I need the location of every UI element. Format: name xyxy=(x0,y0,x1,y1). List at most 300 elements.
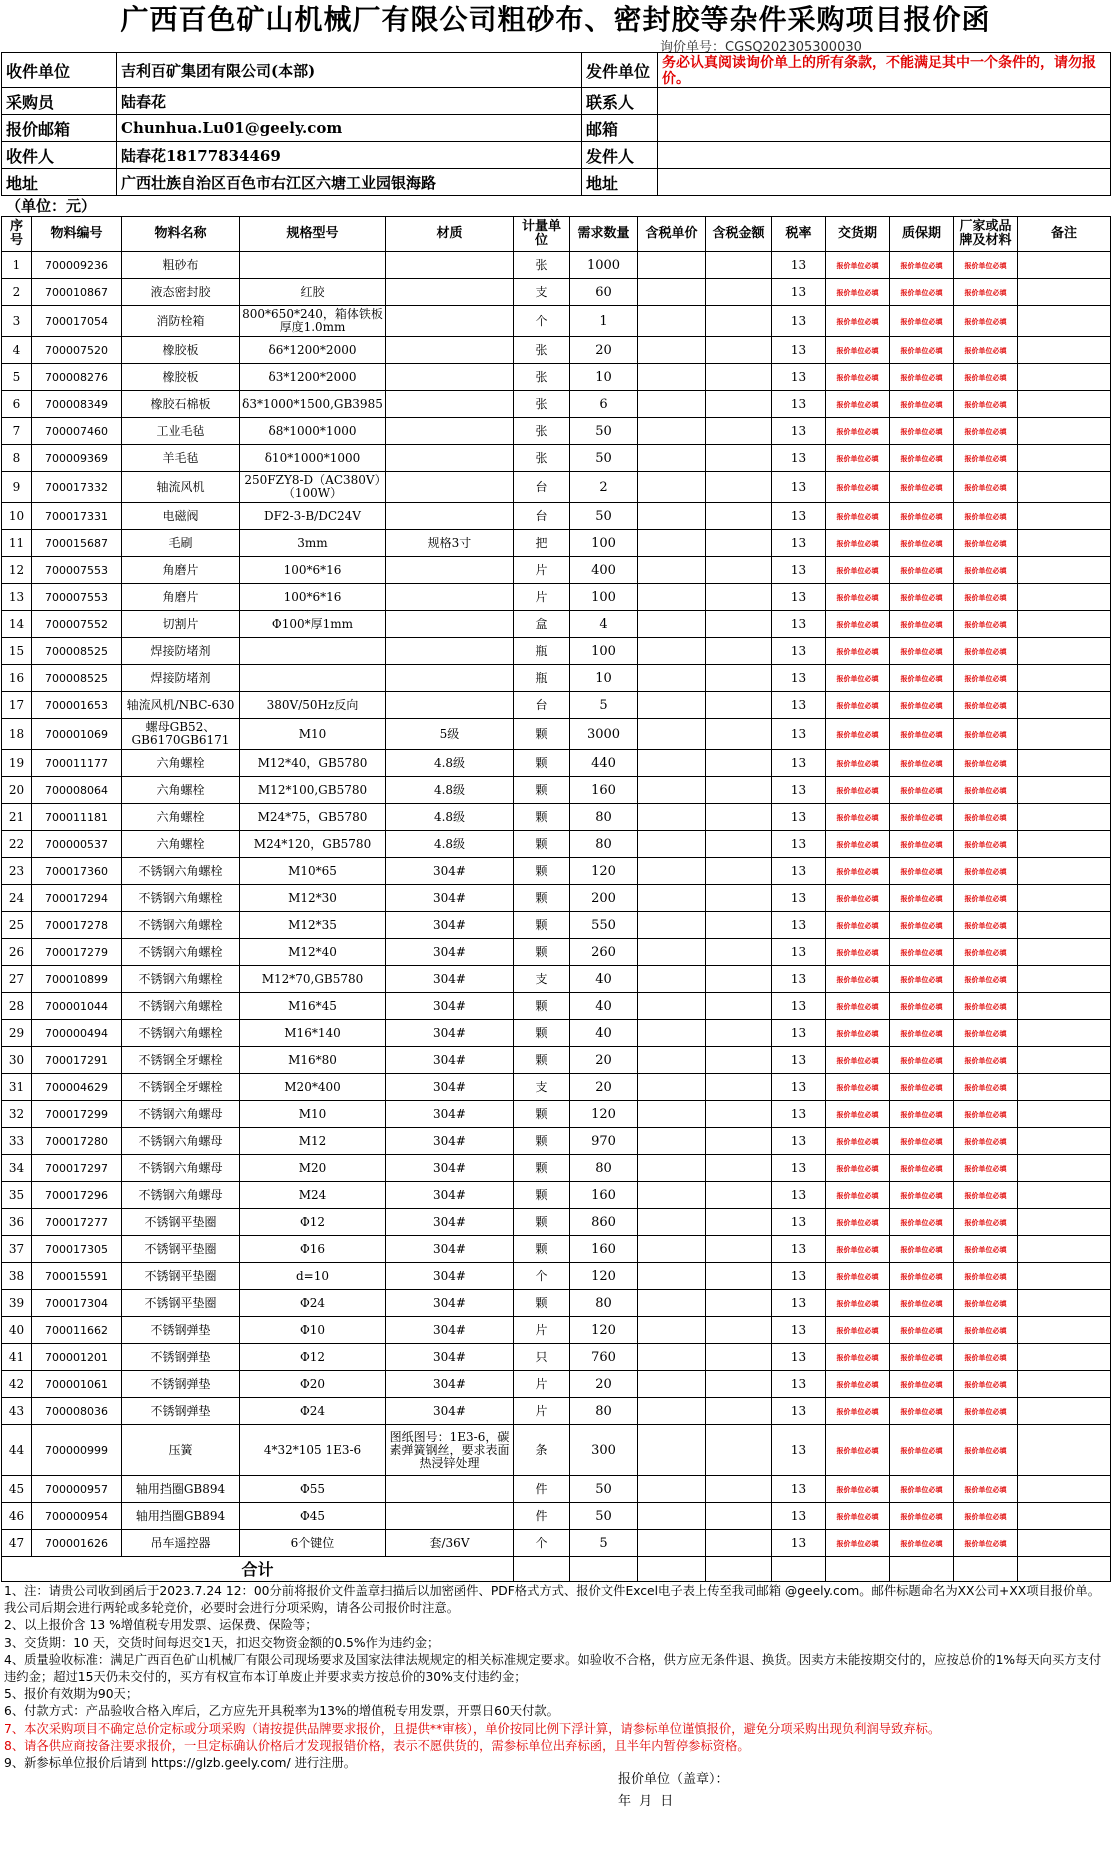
warranty-cell[interactable]: 报价单位必填 xyxy=(890,912,954,939)
unit-price-cell[interactable] xyxy=(638,1236,706,1263)
brand-cell[interactable]: 报价单位必填 xyxy=(954,1074,1018,1101)
warranty-cell[interactable]: 报价单位必填 xyxy=(890,252,954,279)
unit-price-cell[interactable] xyxy=(638,472,706,503)
delivery-cell[interactable]: 报价单位必填 xyxy=(826,831,890,858)
warranty-cell[interactable]: 报价单位必填 xyxy=(890,858,954,885)
warranty-cell[interactable]: 报价单位必填 xyxy=(890,1101,954,1128)
remark-cell[interactable] xyxy=(1018,584,1111,611)
amount-cell[interactable] xyxy=(706,1236,772,1263)
mail-value[interactable] xyxy=(658,115,1111,142)
unit-price-cell[interactable] xyxy=(638,1020,706,1047)
amount-cell[interactable] xyxy=(706,557,772,584)
amount-cell[interactable] xyxy=(706,418,772,445)
delivery-cell[interactable]: 报价单位必填 xyxy=(826,1476,890,1503)
amount-cell[interactable] xyxy=(706,993,772,1020)
delivery-cell[interactable]: 报价单位必填 xyxy=(826,1263,890,1290)
col-header: 需求数量 xyxy=(570,217,638,252)
amount-cell[interactable] xyxy=(706,719,772,750)
unit-price-cell[interactable] xyxy=(638,1317,706,1344)
contact-label: 联系人 xyxy=(582,88,658,115)
brand-cell[interactable]: 报价单位必填 xyxy=(954,1317,1018,1344)
unit-price-cell[interactable] xyxy=(638,306,706,337)
unit-price-cell[interactable] xyxy=(638,831,706,858)
delivery-cell[interactable]: 报价单位必填 xyxy=(826,692,890,719)
unit-price-cell[interactable] xyxy=(638,252,706,279)
brand-cell[interactable]: 报价单位必填 xyxy=(954,252,1018,279)
amount-cell[interactable] xyxy=(706,1128,772,1155)
brand-cell[interactable]: 报价单位必填 xyxy=(954,1209,1018,1236)
remark-cell[interactable] xyxy=(1018,638,1111,665)
delivery-cell[interactable]: 报价单位必填 xyxy=(826,391,890,418)
amount-cell[interactable] xyxy=(706,777,772,804)
table-row xyxy=(2,252,1111,279)
amount-cell[interactable] xyxy=(706,252,772,279)
tax-rate-cell: 13 xyxy=(772,306,826,337)
remark-cell[interactable] xyxy=(1018,777,1111,804)
remark-cell[interactable] xyxy=(1018,1155,1111,1182)
amount-cell[interactable] xyxy=(706,638,772,665)
brand-cell[interactable]: 报价单位必填 xyxy=(954,939,1018,966)
delivery-cell[interactable]: 报价单位必填 xyxy=(826,1290,890,1317)
warranty-cell[interactable]: 报价单位必填 xyxy=(890,584,954,611)
brand-cell[interactable]: 报价单位必填 xyxy=(954,858,1018,885)
delivery-cell[interactable]: 报价单位必填 xyxy=(826,472,890,503)
warranty-cell[interactable]: 报价单位必填 xyxy=(890,1503,954,1530)
amount-cell[interactable] xyxy=(706,1398,772,1425)
amount-cell[interactable] xyxy=(706,1503,772,1530)
delivery-cell[interactable]: 报价单位必填 xyxy=(826,638,890,665)
unit-price-cell[interactable] xyxy=(638,1182,706,1209)
brand-cell[interactable]: 报价单位必填 xyxy=(954,912,1018,939)
warranty-cell[interactable]: 报价单位必填 xyxy=(890,719,954,750)
delivery-cell[interactable]: 报价单位必填 xyxy=(826,993,890,1020)
delivery-cell[interactable]: 报价单位必填 xyxy=(826,279,890,306)
brand-cell[interactable]: 报价单位必填 xyxy=(954,750,1018,777)
amount-cell[interactable] xyxy=(706,1425,772,1476)
unit-price-cell[interactable] xyxy=(638,858,706,885)
amount-cell[interactable] xyxy=(706,804,772,831)
brand-cell[interactable]: 报价单位必填 xyxy=(954,391,1018,418)
unit-price-cell[interactable] xyxy=(638,939,706,966)
unit-price-cell[interactable] xyxy=(638,337,706,364)
delivery-cell[interactable]: 报价单位必填 xyxy=(826,503,890,530)
amount-cell[interactable] xyxy=(706,1101,772,1128)
quantity-cell: 400 xyxy=(570,557,638,584)
warranty-cell[interactable]: 报价单位必填 xyxy=(890,1263,954,1290)
unit-price-cell[interactable] xyxy=(638,418,706,445)
brand-cell[interactable]: 报价单位必填 xyxy=(954,1476,1018,1503)
delivery-cell[interactable]: 报价单位必填 xyxy=(826,1530,890,1557)
remark-cell[interactable] xyxy=(1018,503,1111,530)
delivery-cell[interactable]: 报价单位必填 xyxy=(826,1101,890,1128)
remark-cell[interactable] xyxy=(1018,1047,1111,1074)
remark-cell[interactable] xyxy=(1018,1020,1111,1047)
brand-cell[interactable]: 报价单位必填 xyxy=(954,279,1018,306)
remark-cell[interactable] xyxy=(1018,1182,1111,1209)
remark-cell[interactable] xyxy=(1018,252,1111,279)
remark-cell[interactable] xyxy=(1018,966,1111,993)
remark-cell[interactable] xyxy=(1018,1371,1111,1398)
brand-cell[interactable]: 报价单位必填 xyxy=(954,1047,1018,1074)
amount-cell[interactable] xyxy=(706,1371,772,1398)
warranty-cell[interactable]: 报价单位必填 xyxy=(890,1344,954,1371)
brand-cell[interactable]: 报价单位必填 xyxy=(954,993,1018,1020)
brand-cell[interactable]: 报价单位必填 xyxy=(954,306,1018,337)
unit-price-cell[interactable] xyxy=(638,1074,706,1101)
warranty-cell[interactable]: 报价单位必填 xyxy=(890,557,954,584)
warranty-cell[interactable]: 报价单位必填 xyxy=(890,1128,954,1155)
remark-cell[interactable] xyxy=(1018,912,1111,939)
delivery-cell[interactable]: 报价单位必填 xyxy=(826,252,890,279)
unit-price-cell[interactable] xyxy=(638,445,706,472)
delivery-cell[interactable]: 报价单位必填 xyxy=(826,1236,890,1263)
delivery-cell[interactable]: 报价单位必填 xyxy=(826,584,890,611)
amount-cell[interactable] xyxy=(706,337,772,364)
brand-cell[interactable]: 报价单位必填 xyxy=(954,611,1018,638)
remark-cell[interactable] xyxy=(1018,1290,1111,1317)
warranty-cell[interactable]: 报价单位必填 xyxy=(890,831,954,858)
delivery-cell[interactable]: 报价单位必填 xyxy=(826,777,890,804)
unit-price-cell[interactable] xyxy=(638,391,706,418)
brand-cell[interactable]: 报价单位必填 xyxy=(954,638,1018,665)
unit-price-cell[interactable] xyxy=(638,503,706,530)
unit-price-cell[interactable] xyxy=(638,1503,706,1530)
unit-price-cell[interactable] xyxy=(638,1263,706,1290)
brand-cell[interactable]: 报价单位必填 xyxy=(954,1020,1018,1047)
warranty-cell[interactable]: 报价单位必填 xyxy=(890,279,954,306)
delivery-cell[interactable]: 报价单位必填 xyxy=(826,912,890,939)
remark-cell[interactable] xyxy=(1018,279,1111,306)
col-header: 含税金额 xyxy=(706,217,772,252)
delivery-cell[interactable]: 报价单位必填 xyxy=(826,804,890,831)
amount-cell[interactable] xyxy=(706,750,772,777)
brand-cell[interactable]: 报价单位必填 xyxy=(954,445,1018,472)
brand-cell[interactable]: 报价单位必填 xyxy=(954,1530,1018,1557)
amount-cell[interactable] xyxy=(706,1020,772,1047)
remark-cell[interactable] xyxy=(1018,445,1111,472)
delivery-cell[interactable]: 报价单位必填 xyxy=(826,445,890,472)
unit-price-cell[interactable] xyxy=(638,804,706,831)
unit-price-cell[interactable] xyxy=(638,1476,706,1503)
row-no-cell: 15 xyxy=(2,638,32,665)
remark-cell[interactable] xyxy=(1018,611,1111,638)
brand-cell[interactable]: 报价单位必填 xyxy=(954,777,1018,804)
warranty-cell[interactable]: 报价单位必填 xyxy=(890,306,954,337)
amount-cell[interactable] xyxy=(706,364,772,391)
warranty-cell[interactable]: 报价单位必填 xyxy=(890,993,954,1020)
amount-cell[interactable] xyxy=(706,1290,772,1317)
unit-price-cell[interactable] xyxy=(638,530,706,557)
warranty-cell[interactable]: 报价单位必填 xyxy=(890,445,954,472)
unit-price-cell[interactable] xyxy=(638,1530,706,1557)
delivery-cell[interactable]: 报价单位必填 xyxy=(826,1182,890,1209)
amount-cell[interactable] xyxy=(706,885,772,912)
amount-cell[interactable] xyxy=(706,966,772,993)
warranty-cell[interactable]: 报价单位必填 xyxy=(890,777,954,804)
unit-price-cell[interactable] xyxy=(638,966,706,993)
delivery-cell[interactable]: 报价单位必填 xyxy=(826,1425,890,1476)
unit-price-cell[interactable] xyxy=(638,1344,706,1371)
amount-cell[interactable] xyxy=(706,1155,772,1182)
delivery-cell[interactable]: 报价单位必填 xyxy=(826,939,890,966)
remark-cell[interactable] xyxy=(1018,530,1111,557)
warranty-cell[interactable]: 报价单位必填 xyxy=(890,1530,954,1557)
unit-price-cell[interactable] xyxy=(638,1155,706,1182)
unit-price-cell[interactable] xyxy=(638,777,706,804)
warranty-cell[interactable]: 报价单位必填 xyxy=(890,885,954,912)
warranty-cell[interactable]: 报价单位必填 xyxy=(890,418,954,445)
delivery-cell[interactable]: 报价单位必填 xyxy=(826,1317,890,1344)
brand-cell[interactable]: 报价单位必填 xyxy=(954,364,1018,391)
warranty-cell[interactable]: 报价单位必填 xyxy=(890,692,954,719)
brand-cell[interactable]: 报价单位必填 xyxy=(954,1425,1018,1476)
warranty-cell[interactable]: 报价单位必填 xyxy=(890,364,954,391)
amount-cell[interactable] xyxy=(706,912,772,939)
warranty-cell[interactable]: 报价单位必填 xyxy=(890,1209,954,1236)
delivery-cell[interactable]: 报价单位必填 xyxy=(826,1344,890,1371)
remark-cell[interactable] xyxy=(1018,831,1111,858)
warranty-cell[interactable]: 报价单位必填 xyxy=(890,1476,954,1503)
contact-value[interactable] xyxy=(658,88,1111,115)
remark-cell[interactable] xyxy=(1018,1209,1111,1236)
amount-cell[interactable] xyxy=(706,503,772,530)
material-cell xyxy=(386,1503,514,1530)
brand-cell[interactable]: 报价单位必填 xyxy=(954,1503,1018,1530)
remark-cell[interactable] xyxy=(1018,472,1111,503)
remark-cell[interactable] xyxy=(1018,719,1111,750)
delivery-cell[interactable]: 报价单位必填 xyxy=(826,858,890,885)
warranty-cell[interactable]: 报价单位必填 xyxy=(890,1155,954,1182)
material-code-cell: 700007460 xyxy=(32,418,122,445)
brand-cell[interactable]: 报价单位必填 xyxy=(954,966,1018,993)
warranty-cell[interactable]: 报价单位必填 xyxy=(890,638,954,665)
delivery-cell[interactable]: 报价单位必填 xyxy=(826,306,890,337)
amount-cell[interactable] xyxy=(706,530,772,557)
amount-cell[interactable] xyxy=(706,611,772,638)
warranty-cell[interactable]: 报价单位必填 xyxy=(890,337,954,364)
warranty-cell[interactable]: 报价单位必填 xyxy=(890,750,954,777)
sender-value[interactable] xyxy=(658,142,1111,169)
remark-cell[interactable] xyxy=(1018,1074,1111,1101)
remark-cell[interactable] xyxy=(1018,885,1111,912)
remark-cell[interactable] xyxy=(1018,1344,1111,1371)
delivery-cell[interactable]: 报价单位必填 xyxy=(826,557,890,584)
unit-price-cell[interactable] xyxy=(638,557,706,584)
amount-cell[interactable] xyxy=(706,1263,772,1290)
warranty-cell[interactable]: 报价单位必填 xyxy=(890,1236,954,1263)
unit-price-cell[interactable] xyxy=(638,993,706,1020)
delivery-cell[interactable]: 报价单位必填 xyxy=(826,1020,890,1047)
unit-price-cell[interactable] xyxy=(638,1047,706,1074)
warranty-cell[interactable]: 报价单位必填 xyxy=(890,530,954,557)
amount-cell[interactable] xyxy=(706,1530,772,1557)
brand-cell[interactable]: 报价单位必填 xyxy=(954,1236,1018,1263)
warranty-cell[interactable]: 报价单位必填 xyxy=(890,472,954,503)
amount-cell[interactable] xyxy=(706,1074,772,1101)
remark-cell[interactable] xyxy=(1018,364,1111,391)
unit-price-cell[interactable] xyxy=(638,1128,706,1155)
unit-price-cell[interactable] xyxy=(638,750,706,777)
warranty-cell[interactable]: 报价单位必填 xyxy=(890,1074,954,1101)
unit-price-cell[interactable] xyxy=(638,885,706,912)
remark-cell[interactable] xyxy=(1018,1236,1111,1263)
amount-cell[interactable] xyxy=(706,858,772,885)
unit-price-cell[interactable] xyxy=(638,719,706,750)
amount-cell[interactable] xyxy=(706,1476,772,1503)
remark-cell[interactable] xyxy=(1018,1425,1111,1476)
amount-cell[interactable] xyxy=(706,472,772,503)
remark-cell[interactable] xyxy=(1018,1530,1111,1557)
brand-cell[interactable]: 报价单位必填 xyxy=(954,337,1018,364)
warranty-cell[interactable]: 报价单位必填 xyxy=(890,939,954,966)
amount-cell[interactable] xyxy=(706,1209,772,1236)
remark-cell[interactable] xyxy=(1018,391,1111,418)
total-amount-cell[interactable] xyxy=(706,1557,772,1582)
brand-cell[interactable]: 报价单位必填 xyxy=(954,804,1018,831)
brand-cell[interactable]: 报价单位必填 xyxy=(954,1398,1018,1425)
remark-cell[interactable] xyxy=(1018,1503,1111,1530)
delivery-cell[interactable]: 报价单位必填 xyxy=(826,1398,890,1425)
remark-cell[interactable] xyxy=(1018,1128,1111,1155)
delivery-cell[interactable]: 报价单位必填 xyxy=(826,1047,890,1074)
remark-cell[interactable] xyxy=(1018,665,1111,692)
unit-price-cell[interactable] xyxy=(638,912,706,939)
address-value-2[interactable] xyxy=(658,169,1111,196)
delivery-cell[interactable]: 报价单位必填 xyxy=(826,1503,890,1530)
delivery-cell[interactable]: 报价单位必填 xyxy=(826,337,890,364)
delivery-cell[interactable]: 报价单位必填 xyxy=(826,1155,890,1182)
amount-cell[interactable] xyxy=(706,831,772,858)
delivery-cell[interactable]: 报价单位必填 xyxy=(826,885,890,912)
delivery-cell[interactable]: 报价单位必填 xyxy=(826,364,890,391)
warranty-cell[interactable]: 报价单位必填 xyxy=(890,503,954,530)
amount-cell[interactable] xyxy=(706,1344,772,1371)
delivery-cell[interactable]: 报价单位必填 xyxy=(826,750,890,777)
brand-cell[interactable]: 报价单位必填 xyxy=(954,1101,1018,1128)
brand-cell[interactable]: 报价单位必填 xyxy=(954,1263,1018,1290)
unit-price-cell[interactable] xyxy=(638,1101,706,1128)
brand-cell[interactable]: 报价单位必填 xyxy=(954,692,1018,719)
amount-cell[interactable] xyxy=(706,445,772,472)
remark-cell[interactable] xyxy=(1018,418,1111,445)
unit-price-cell[interactable] xyxy=(638,638,706,665)
unit-price-cell[interactable] xyxy=(638,1425,706,1476)
remark-cell[interactable] xyxy=(1018,939,1111,966)
quantity-cell: 4 xyxy=(570,611,638,638)
unit-price-cell[interactable] xyxy=(638,364,706,391)
remark-cell[interactable] xyxy=(1018,557,1111,584)
brand-cell[interactable]: 报价单位必填 xyxy=(954,1344,1018,1371)
remark-cell[interactable] xyxy=(1018,1476,1111,1503)
delivery-cell[interactable]: 报价单位必填 xyxy=(826,418,890,445)
remark-cell[interactable] xyxy=(1018,993,1111,1020)
warranty-cell[interactable]: 报价单位必填 xyxy=(890,1290,954,1317)
amount-cell[interactable] xyxy=(706,1047,772,1074)
warranty-cell[interactable]: 报价单位必填 xyxy=(890,1182,954,1209)
unit-price-cell[interactable] xyxy=(638,1290,706,1317)
brand-cell[interactable]: 报价单位必填 xyxy=(954,503,1018,530)
amount-cell[interactable] xyxy=(706,306,772,337)
warranty-cell[interactable]: 报价单位必填 xyxy=(890,665,954,692)
delivery-cell[interactable]: 报价单位必填 xyxy=(826,1074,890,1101)
remark-cell[interactable] xyxy=(1018,1101,1111,1128)
warranty-cell[interactable]: 报价单位必填 xyxy=(890,1020,954,1047)
amount-cell[interactable] xyxy=(706,939,772,966)
warranty-cell[interactable]: 报价单位必填 xyxy=(890,1398,954,1425)
remark-cell[interactable] xyxy=(1018,306,1111,337)
amount-cell[interactable] xyxy=(706,1182,772,1209)
warranty-cell[interactable]: 报价单位必填 xyxy=(890,1425,954,1476)
brand-cell[interactable]: 报价单位必填 xyxy=(954,1155,1018,1182)
unit-price-cell[interactable] xyxy=(638,279,706,306)
brand-cell[interactable]: 报价单位必填 xyxy=(954,719,1018,750)
delivery-cell[interactable]: 报价单位必填 xyxy=(826,1128,890,1155)
unit-price-cell[interactable] xyxy=(638,1371,706,1398)
brand-cell[interactable]: 报价单位必填 xyxy=(954,1128,1018,1155)
amount-cell[interactable] xyxy=(706,665,772,692)
delivery-cell[interactable]: 报价单位必填 xyxy=(826,611,890,638)
unit-price-cell[interactable] xyxy=(638,1398,706,1425)
brand-cell[interactable]: 报价单位必填 xyxy=(954,530,1018,557)
table-row xyxy=(2,1530,1111,1557)
unit-price-cell[interactable] xyxy=(638,1209,706,1236)
brand-cell[interactable]: 报价单位必填 xyxy=(954,557,1018,584)
brand-cell[interactable]: 报价单位必填 xyxy=(954,418,1018,445)
brand-cell[interactable]: 报价单位必填 xyxy=(954,885,1018,912)
warranty-cell[interactable]: 报价单位必填 xyxy=(890,1371,954,1398)
delivery-cell[interactable]: 报价单位必填 xyxy=(826,966,890,993)
amount-cell[interactable] xyxy=(706,1317,772,1344)
remark-cell[interactable] xyxy=(1018,1317,1111,1344)
warranty-cell[interactable]: 报价单位必填 xyxy=(890,391,954,418)
amount-cell[interactable] xyxy=(706,279,772,306)
remark-cell[interactable] xyxy=(1018,750,1111,777)
delivery-cell[interactable]: 报价单位必填 xyxy=(826,719,890,750)
remark-cell[interactable] xyxy=(1018,337,1111,364)
warranty-cell[interactable]: 报价单位必填 xyxy=(890,804,954,831)
delivery-cell[interactable]: 报价单位必填 xyxy=(826,1371,890,1398)
amount-cell[interactable] xyxy=(706,692,772,719)
amount-cell[interactable] xyxy=(706,391,772,418)
brand-cell[interactable]: 报价单位必填 xyxy=(954,1290,1018,1317)
warranty-cell[interactable]: 报价单位必填 xyxy=(890,1317,954,1344)
delivery-cell[interactable]: 报价单位必填 xyxy=(826,1209,890,1236)
unit-price-cell[interactable] xyxy=(638,611,706,638)
brand-cell[interactable]: 报价单位必填 xyxy=(954,665,1018,692)
remark-cell[interactable] xyxy=(1018,1263,1111,1290)
brand-cell[interactable]: 报价单位必填 xyxy=(954,1182,1018,1209)
warranty-cell[interactable]: 报价单位必填 xyxy=(890,611,954,638)
delivery-cell[interactable]: 报价单位必填 xyxy=(826,530,890,557)
warranty-cell[interactable]: 报价单位必填 xyxy=(890,1047,954,1074)
remark-cell[interactable] xyxy=(1018,804,1111,831)
remark-cell[interactable] xyxy=(1018,858,1111,885)
remark-cell[interactable] xyxy=(1018,1398,1111,1425)
unit-price-cell[interactable] xyxy=(638,692,706,719)
table-row xyxy=(2,966,1111,993)
warranty-cell[interactable]: 报价单位必填 xyxy=(890,966,954,993)
brand-cell[interactable]: 报价单位必填 xyxy=(954,831,1018,858)
delivery-cell[interactable]: 报价单位必填 xyxy=(826,665,890,692)
amount-cell[interactable] xyxy=(706,584,772,611)
unit-price-cell[interactable] xyxy=(638,584,706,611)
brand-cell[interactable]: 报价单位必填 xyxy=(954,472,1018,503)
unit-price-cell[interactable] xyxy=(638,665,706,692)
remark-cell[interactable] xyxy=(1018,692,1111,719)
brand-cell[interactable]: 报价单位必填 xyxy=(954,1371,1018,1398)
table-row xyxy=(2,719,1111,750)
brand-cell[interactable]: 报价单位必填 xyxy=(954,584,1018,611)
